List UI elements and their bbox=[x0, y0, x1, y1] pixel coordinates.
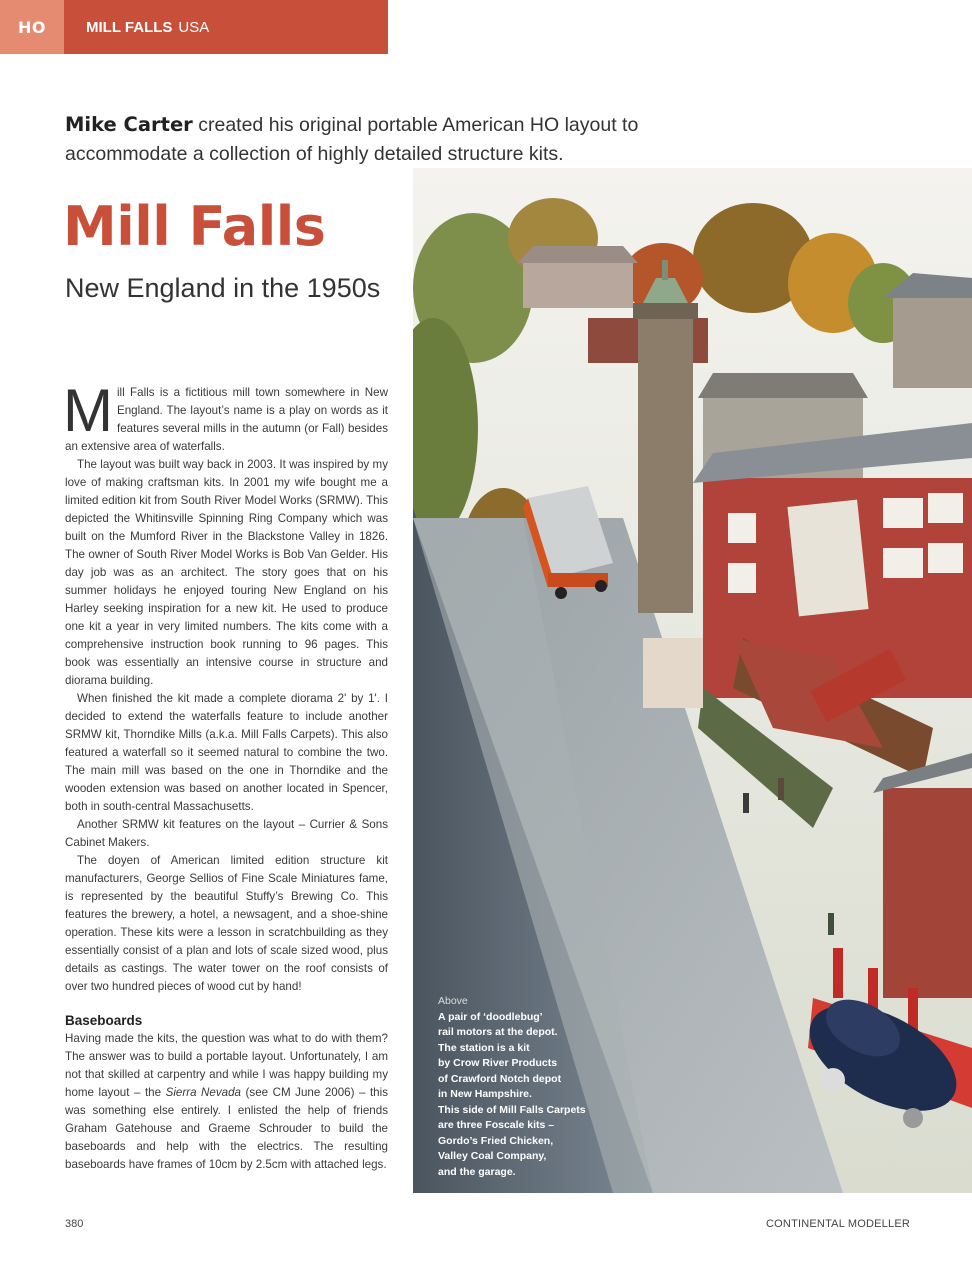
publication-name: CONTINENTAL MODELLER bbox=[766, 1218, 910, 1230]
author-name: Mike Carter bbox=[65, 113, 193, 136]
caption-text: A pair of ‘doodlebug’ rail motors at the depot. The station is a kit by Crow River Products of Crawford Notch depot in New Hampshire. This side of Mill Falls Carpets are three Foscale kits – Gordo’s Fried Chicken, Valley Coal Company, and the garage. bbox=[438, 1010, 586, 1178]
paragraph-6-text-a: Having made the kits, the question was what to do with them? The answer was to build a portable layout. Unfortunately, I am not that skilled at carpentry and while I was happy building my home layout – the bbox=[65, 1032, 388, 1099]
page-number: 380 bbox=[65, 1218, 84, 1230]
article-subtitle: New England in the 1950s bbox=[65, 273, 381, 303]
header-layout-name: MILL FALLS bbox=[86, 18, 173, 36]
header-country: USA bbox=[178, 18, 210, 36]
section-heading-baseboards: Baseboards bbox=[65, 1013, 143, 1028]
intro-standfirst bbox=[65, 110, 665, 169]
section-header bbox=[64, 0, 388, 54]
article-title: Mill Falls bbox=[63, 195, 326, 258]
intro-text: created his original portable American HO layout to accommodate a collection of highly detailed structure kits. bbox=[65, 114, 639, 165]
paragraph-6-italic: Sierra Nevada bbox=[165, 1086, 242, 1099]
paragraph-5: The doyen of American limited edition structure kit manufacturers, George Sellios of Fine Scale Miniatures fame, is represented by the beautiful Stuffy’s Brewing Co. This features the brewery, a hotel, a newsagent, and a shoe-shine operation. These kits were a lesson in scratchbuilding as they essentially consist of a plan and lots of scale sized wood, plus details as castings. The water tower on the roof consists of over two hundred pieces of wood cut by hand! bbox=[65, 854, 388, 993]
article-body bbox=[63, 377, 389, 1174]
scale-badge: HO bbox=[0, 0, 64, 54]
paragraph-2: The layout was built way back in 2003. It was inspired by my love of making craftsman kits. In 2001 my wife bought me a limited edition kit from South River Model Works (SRMW). This depicted the Whitinsville Spinning Ring Company which was built on the Mumford River in the Blackstone Valley in 1826. The owner of South River Model Works is Bob Van Gelder. His day job was as an architect. The story goes that on his summer holidays he enjoyed touring New England on his Harley seeking inspiration for a new kit. He used to produce one kit a year in very limited numbers. The kits come with a comprehensive instruction book running to 96 pages. This book was essentially an intensive course in structure and diorama building. bbox=[65, 458, 388, 687]
paragraph-6 bbox=[65, 1030, 388, 1174]
paragraph-1-text: ill Falls is a fictitious mill town somewhere in New England. The layout’s name is a play on words as it features several mills in the autumn (or Fall) besides an extensive area of waterfalls. bbox=[65, 386, 388, 453]
paragraph-6-text-b: (see CM June 2006) – this was something else entirely. I enlisted the help of friends Graham Gatehouse and Graeme Schrouder to build the baseboards and help with the electrics. The resulting baseboards have frames of 10cm by 2.5cm with attached legs. bbox=[65, 1086, 389, 1171]
photo-caption bbox=[438, 994, 608, 1180]
paragraph-3: When finished the kit made a complete diorama 2' by 1'. I decided to extend the waterfalls feature to include another SRMW kit, Thorndike Mills (a.k.a. Mill Falls Carpets). This also featured a waterfall so it seemed natural to combine the two. The main mill was based on the one in Thorndike and the wooden extension was based on another located in Spencer, both in south-central Massachusetts. bbox=[65, 692, 388, 813]
drop-cap: M bbox=[63, 377, 113, 444]
paragraph-4: Another SRMW kit features on the layout – Currier & Sons Cabinet Makers. bbox=[65, 818, 388, 849]
paragraph-1 bbox=[63, 377, 388, 456]
caption-label: Above bbox=[438, 995, 468, 1007]
